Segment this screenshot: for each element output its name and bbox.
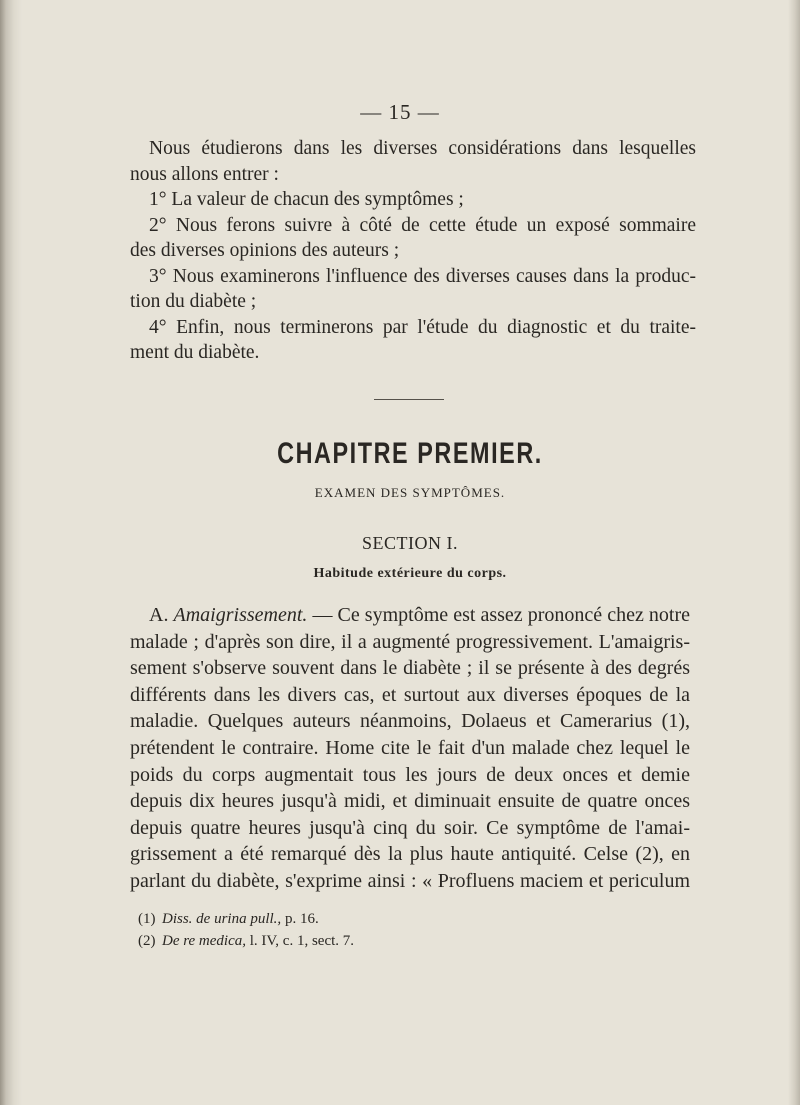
footnote <box>138 908 354 930</box>
text-line: parlant du diabète, s'exprime ainsi : « Profluens maciem et periculum <box>130 869 690 892</box>
footnote-ref: p. 16. <box>281 911 319 927</box>
list-item-1: 1° La valeur de chacun des symptômes ; <box>149 189 464 210</box>
footnotes <box>138 908 354 952</box>
chapter-title: CHAPITRE PREMIER. <box>277 437 543 470</box>
text-line: depuis dix heures jusqu'à midi, et diminuait ensuite de quatre onces <box>130 790 690 813</box>
text-line: des diverses opinions des auteurs ; <box>130 240 400 261</box>
footnote-number: (2) <box>138 933 156 949</box>
text-line: prétendent le contraire. Home cite le fait d'un malade chez lequel le <box>130 736 690 759</box>
section-divider <box>374 399 444 400</box>
text-span: — Ce symptôme est assez prononcé chez notre <box>312 604 690 626</box>
list-item-4: 4° Enfin, nous terminerons par l'étude du diagnostic et du traite- <box>149 316 696 338</box>
footnote <box>138 930 354 952</box>
text-line: poids du corps augmentait tous les jours de deux onces et demie <box>130 763 690 786</box>
intro-paragraph <box>130 136 696 366</box>
item-heading: Amaigrissement. <box>173 604 308 626</box>
text-line: tion du diabète ; <box>130 291 257 312</box>
text-line: Nous étudierons dans les diverses considérations dans lesquelles <box>149 138 696 159</box>
footnote-number: (1) <box>138 911 156 927</box>
footnote-title: Diss. de urina pull., <box>162 911 282 927</box>
item-label: A. <box>149 604 169 626</box>
text-line <box>130 602 690 629</box>
section-title: SECTION I. <box>362 533 458 553</box>
text-line: grissement a été remarqué dès la plus haute antiquité. Celse (2), en <box>130 843 690 866</box>
footnote-ref: l. IV, c. 1, sect. 7. <box>246 933 355 949</box>
text-line: sement s'observe souvent dans le diabète ; il se présente à des degrés <box>130 657 690 680</box>
text-line: ment du diabète. <box>130 342 260 363</box>
text-line: depuis quatre heures jusqu'à cinq du soir. Ce symptôme de l'amai- <box>130 816 690 839</box>
text-line: malade ; d'après son dire, il a augmenté progressivement. L'amaigris- <box>130 630 690 653</box>
section-subtitle: Habitude extérieure du corps. <box>313 566 507 581</box>
chapter-subtitle: EXAMEN DES SYMPTÔMES. <box>314 485 506 500</box>
list-item-2: 2° Nous ferons suivre à côté de cette étude un exposé sommaire <box>149 214 696 236</box>
text-line: maladie. Quelques auteurs néanmoins, Dolaeus et Camerarius (1), <box>130 710 690 733</box>
list-item-3: 3° Nous examinerons l'influence des diverses causes dans la produc- <box>149 265 696 287</box>
page-number: — 15 — <box>360 100 440 124</box>
footnote-title: De re medica, <box>162 933 246 949</box>
text-line: nous allons entrer : <box>130 163 279 185</box>
text-line: différents dans les divers cas, et surtout aux diverses époques de la <box>130 683 690 706</box>
body-paragraph <box>130 602 690 895</box>
